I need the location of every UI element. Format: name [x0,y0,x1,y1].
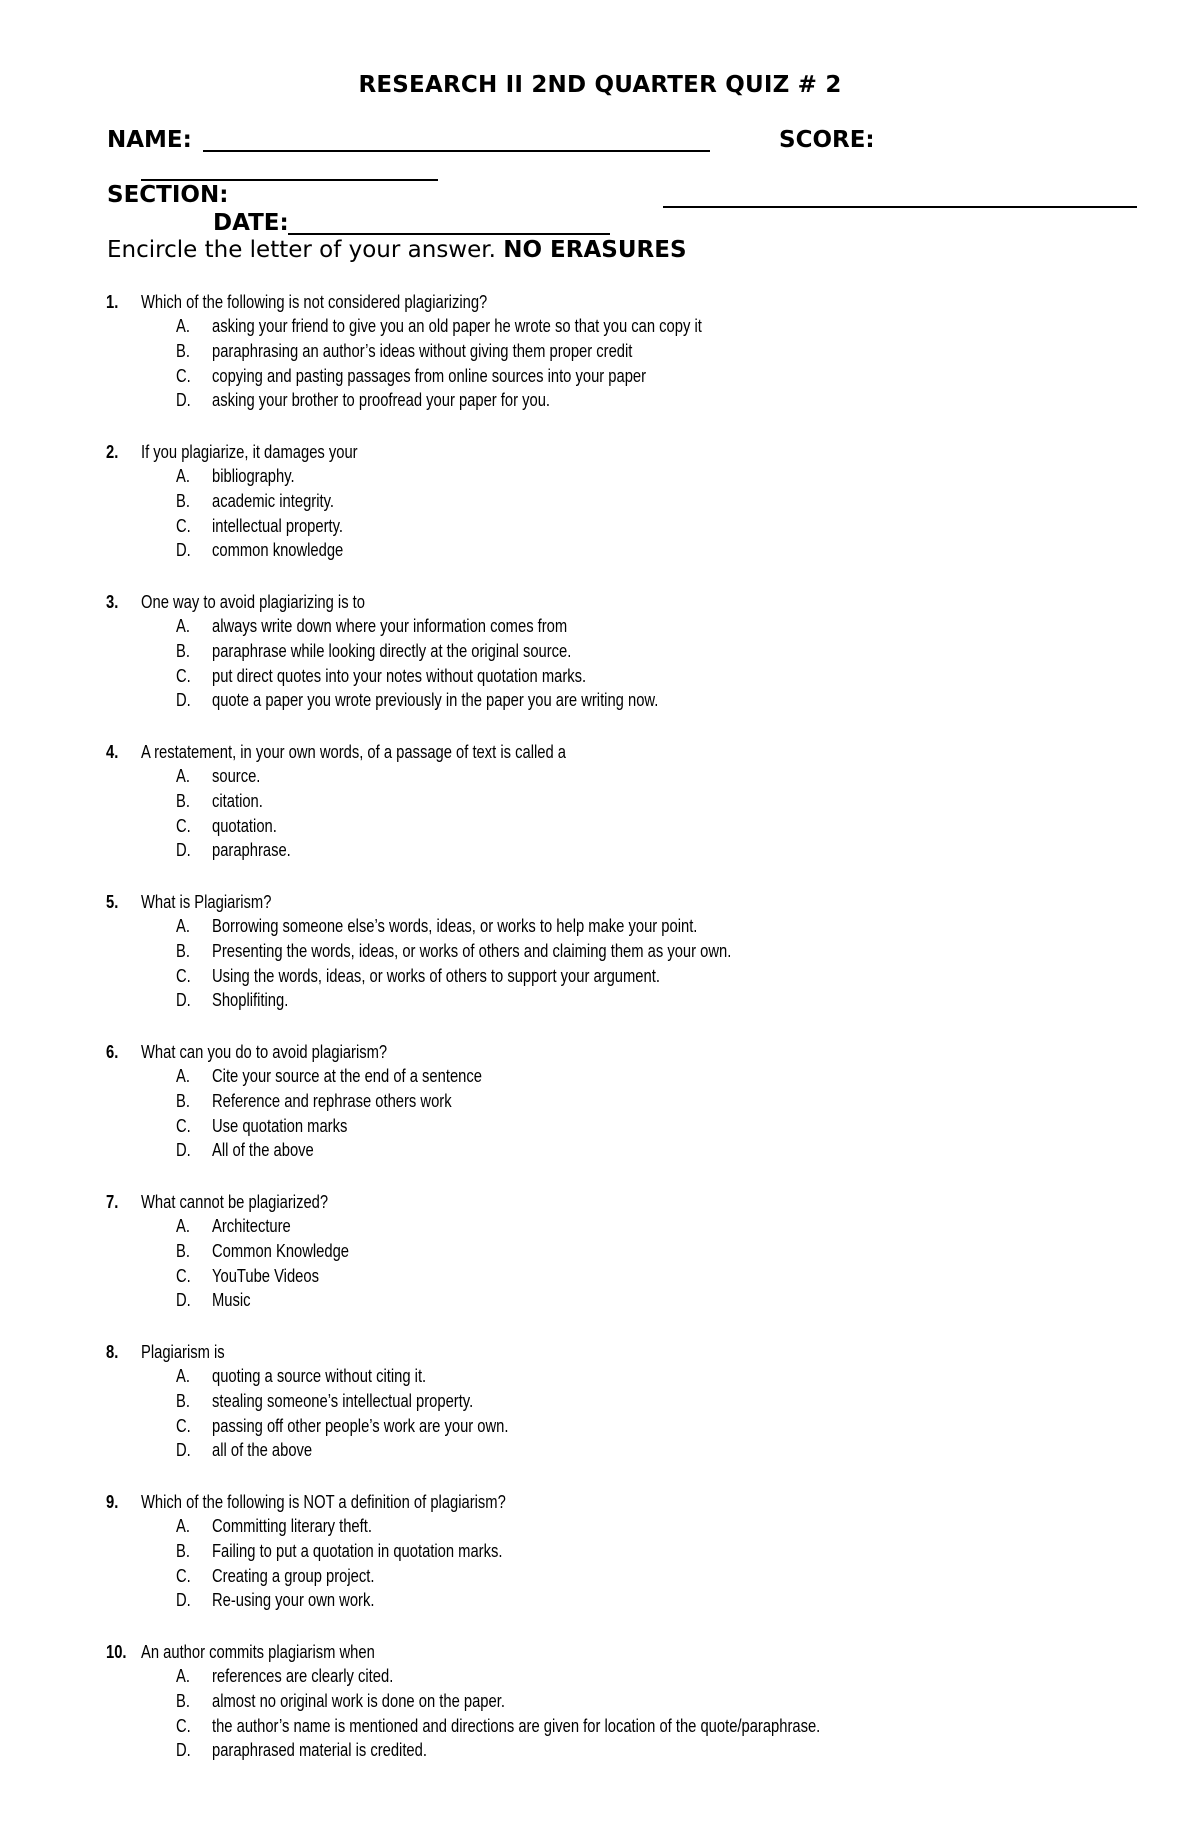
option-text: paraphrase while looking directly at the original source. [212,641,572,661]
option-letter[interactable]: C. [176,1566,191,1586]
option-letter[interactable]: B. [176,791,190,811]
option-letter[interactable]: D. [176,1140,191,1160]
option-text: Failing to put a quotation in quotation marks. [212,1541,503,1561]
option-text: source. [212,766,261,786]
option-text: Presenting the words, ideas, or works of others and claiming them as your own. [212,941,732,961]
option-text: Committing literary theft. [212,1516,372,1536]
question-list [0,290,1200,1790]
option-letter[interactable]: D. [176,390,191,410]
option-text: paraphrasing an author’s ideas without giving them proper credit [212,341,633,361]
answer-option[interactable] [0,814,1100,838]
question-number: 10. [106,1642,127,1662]
option-letter[interactable]: B. [176,941,190,961]
option-text: common knowledge [212,540,344,560]
option-text: asking your brother to proofread your paper for you. [212,390,551,410]
answer-option[interactable] [0,1364,1100,1388]
option-text: Shoplifiting. [212,990,289,1010]
option-letter[interactable]: A. [176,316,190,336]
answer-option[interactable] [0,1738,1100,1762]
option-letter[interactable]: D. [176,840,191,860]
question-text: Plagiarism is [141,1342,225,1362]
option-letter[interactable]: B. [176,1091,190,1111]
answer-option[interactable] [0,1389,1100,1413]
question-item [0,1190,1200,1340]
answer-option[interactable] [0,314,1100,338]
option-text: paraphrase. [212,840,291,860]
question-number: 9. [106,1492,119,1512]
answer-option[interactable] [0,1138,1100,1162]
option-text: quotation. [212,816,277,836]
answer-option[interactable] [0,514,1100,538]
option-letter[interactable]: B. [176,341,190,361]
answer-option[interactable] [0,1689,1100,1713]
option-text: the author’s name is mentioned and directions are given for location of the quote/paraphrase. [212,1716,821,1736]
option-text: All of the above [212,1140,314,1160]
date-label: DATE: [213,210,289,236]
answer-option[interactable] [0,339,1100,363]
question-text: What cannot be plagiarized? [141,1192,329,1212]
option-letter[interactable]: A. [176,1066,190,1086]
quiz-title: RESEARCH II 2ND QUARTER QUIZ # 2 [358,72,842,98]
answer-option[interactable] [0,1539,1100,1563]
option-text: asking your friend to give you an old paper he wrote so that you can copy it [212,316,702,336]
option-letter[interactable]: C. [176,366,191,386]
option-text: Use quotation marks [212,1116,348,1136]
question-number: 6. [106,1042,119,1062]
question-text: What is Plagiarism? [141,892,272,912]
answer-option[interactable] [0,489,1100,513]
instructions [107,236,687,264]
option-text: citation. [212,791,263,811]
answer-option[interactable] [0,789,1100,813]
name-label: NAME: [107,127,192,153]
option-text: quoting a source without citing it. [212,1366,427,1386]
option-text: Architecture [212,1216,291,1236]
question-text: An author commits plagiarism when [141,1642,375,1662]
question-item [0,1040,1200,1190]
answer-option[interactable] [0,988,1100,1012]
option-text: Using the words, ideas, or works of others to support your argument. [212,966,660,986]
option-letter[interactable]: D. [176,690,191,710]
option-text: Reference and rephrase others work [212,1091,452,1111]
option-letter[interactable]: B. [176,1391,190,1411]
answer-option[interactable] [0,664,1100,688]
question-item [0,290,1200,440]
question-item [0,1640,1200,1790]
option-letter[interactable]: C. [176,966,191,986]
section-label: SECTION: [107,182,229,208]
option-letter[interactable]: A. [176,766,190,786]
option-text: paraphrased material is credited. [212,1740,427,1760]
answer-option[interactable] [0,1288,1100,1312]
question-number: 8. [106,1342,119,1362]
option-letter[interactable]: B. [176,1241,190,1261]
question-number: 2. [106,442,119,462]
question-text: One way to avoid plagiarizing is to [141,592,365,612]
option-text: quote a paper you wrote previously in the paper you are writing now. [212,690,659,710]
answer-option[interactable] [0,764,1100,788]
option-letter[interactable]: A. [176,1216,190,1236]
answer-option[interactable] [0,1664,1100,1688]
name-blank-line[interactable] [203,150,710,152]
no-erasures-note: NO ERASURES [503,237,687,263]
option-letter[interactable]: D. [176,1590,191,1610]
option-text: Borrowing someone else’s words, ideas, or works to help make your point. [212,916,698,936]
option-letter[interactable]: C. [176,1116,191,1136]
option-text: Music [212,1290,251,1310]
answer-option[interactable] [0,1239,1100,1263]
answer-option[interactable] [0,639,1100,663]
option-letter[interactable]: D. [176,540,191,560]
option-text: put direct quotes into your notes without quotation marks. [212,666,587,686]
question-number: 5. [106,892,119,912]
option-letter[interactable]: B. [176,1691,190,1711]
question-item [0,1490,1200,1640]
answer-option[interactable] [0,1564,1100,1588]
option-letter[interactable]: C. [176,1266,191,1286]
answer-option[interactable] [0,1089,1100,1113]
question-item [0,740,1200,890]
answer-option[interactable] [0,364,1100,388]
option-letter[interactable]: A. [176,466,190,486]
question-number: 1. [106,292,119,312]
option-letter[interactable]: C. [176,666,191,686]
option-text: references are clearly cited. [212,1666,394,1686]
option-letter[interactable]: A. [176,1366,190,1386]
option-text: all of the above [212,1440,313,1460]
option-letter[interactable]: A. [176,1516,190,1536]
option-text: always write down where your information comes from [212,616,568,636]
question-text: What can you do to avoid plagiarism? [141,1042,388,1062]
option-text: almost no original work is done on the paper. [212,1691,505,1711]
option-text: Cite your source at the end of a sentence [212,1066,482,1086]
answer-option[interactable] [0,1714,1100,1738]
option-letter[interactable]: D. [176,1740,191,1760]
option-letter[interactable]: D. [176,1440,191,1460]
question-item [0,890,1200,1040]
section-blank-line[interactable] [663,206,1137,208]
question-item [0,590,1200,740]
question-text: Which of the following is not considered plagiarizing? [141,292,488,312]
option-text: intellectual property. [212,516,343,536]
question-item [0,1340,1200,1490]
option-letter[interactable]: B. [176,1541,190,1561]
question-text: Which of the following is NOT a definition of plagiarism? [141,1492,506,1512]
option-letter[interactable]: A. [176,916,190,936]
answer-option[interactable] [0,388,1100,412]
instructions-text: Encircle the letter of your answer. [107,237,496,263]
answer-option[interactable] [0,1514,1100,1538]
option-letter[interactable]: C. [176,516,191,536]
option-letter[interactable]: D. [176,990,191,1010]
question-text: If you plagiarize, it damages your [141,442,358,462]
option-text: copying and pasting passages from online sources into your paper [212,366,647,386]
option-text: Re-using your own work. [212,1590,375,1610]
option-letter[interactable]: C. [176,1416,191,1436]
option-text: stealing someone’s intellectual property. [212,1391,474,1411]
option-text: Common Knowledge [212,1241,350,1261]
answer-option[interactable] [0,939,1100,963]
answer-option[interactable] [0,614,1100,638]
option-text: bibliography. [212,466,295,486]
option-letter[interactable]: A. [176,1666,190,1686]
option-text: Creating a group project. [212,1566,375,1586]
answer-option[interactable] [0,1214,1100,1238]
answer-option[interactable] [0,1438,1100,1462]
answer-option[interactable] [0,1414,1100,1438]
question-text: A restatement, in your own words, of a passage of text is called a [141,742,566,762]
question-number: 7. [106,1192,119,1212]
option-text: YouTube Videos [212,1266,319,1286]
score-label: SCORE: [779,127,875,153]
answer-option[interactable] [0,1064,1100,1088]
answer-option[interactable] [0,538,1100,562]
question-number: 4. [106,742,119,762]
question-number: 3. [106,592,119,612]
answer-option[interactable] [0,964,1100,988]
option-letter[interactable]: B. [176,641,190,661]
answer-option[interactable] [0,1588,1100,1612]
option-letter[interactable]: C. [176,816,191,836]
date-blank-line[interactable] [288,233,610,235]
option-letter[interactable]: D. [176,1290,191,1310]
option-letter[interactable]: C. [176,1716,191,1736]
answer-option[interactable] [0,688,1100,712]
option-letter[interactable]: B. [176,491,190,511]
option-text: academic integrity. [212,491,334,511]
question-item [0,440,1200,590]
answer-option[interactable] [0,464,1100,488]
answer-option[interactable] [0,838,1100,862]
option-letter[interactable]: A. [176,616,190,636]
answer-option[interactable] [0,1264,1100,1288]
option-text: passing off other people’s work are your own. [212,1416,509,1436]
answer-option[interactable] [0,1114,1100,1138]
answer-option[interactable] [0,914,1100,938]
